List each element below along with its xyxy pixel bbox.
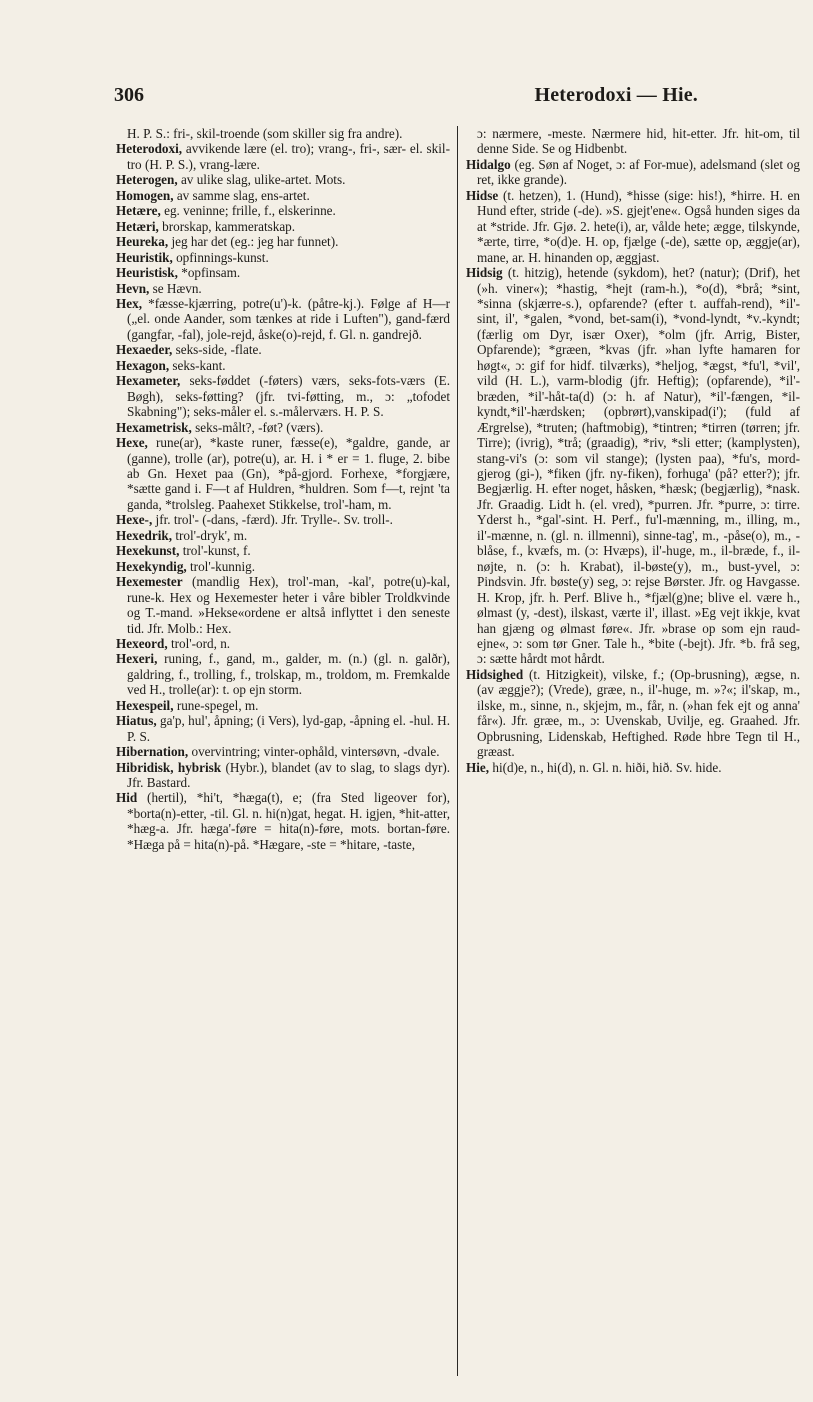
entry-definition: trol'-kunst, f. — [182, 543, 251, 559]
entry-definition: *fæsse-kjærring, potre(u')-k. (påtre-kj.). Følge af H—r („el. onde Aander, som tænkes at ride i Luften"), gand-færd (gangfar, -fal), jole-rejd, åske(o)-rejd, f. Gl. n. gandrejð. — [127, 295, 450, 342]
dictionary-entry — [116, 250, 450, 265]
dictionary-entry — [116, 126, 450, 141]
entry-headword: Heuristik, — [116, 249, 173, 265]
entry-definition: brorskap, kammeratskap. — [162, 218, 296, 234]
entry-definition: trol'-kunnig. — [190, 558, 256, 574]
dictionary-entry — [116, 420, 450, 435]
entry-headword: Hexedrik, — [116, 527, 173, 543]
entry-headword: Hiatus, — [116, 713, 157, 729]
dictionary-entry — [116, 141, 450, 172]
right-column — [466, 126, 800, 775]
entry-definition: trol'-ord, n. — [170, 635, 231, 651]
dictionary-entry — [116, 172, 450, 187]
entry-headword: Hidsighed — [466, 666, 524, 682]
entry-headword: Hexaeder, — [116, 342, 173, 358]
entry-definition: (t. Hitzigkeit), vilske, f.; (Op-brusning), ægse, n. (av æggje?); (Vrede), græe, n., il'-huge, m. »?«; il'skap, m., ilske, m., sinne, n., skjejm, m., får, n. (»han fek ejt og anna' får«). Jfr. græe, m., ɔ: Uvenskab, Uvilje, eg. Graahed. Jfr. Opbrusning, Lidenskab, Heftighed. Røde hbre Tegn til H., græast. — [477, 666, 800, 760]
entry-headword: Hidse — [466, 187, 499, 203]
entry-definition: overvintring; vinter-ophåld, vintersøvn, -dvale. — [191, 744, 440, 760]
dictionary-entry — [116, 219, 450, 234]
entry-headword: Hexe-, — [116, 512, 153, 528]
dictionary-entry — [466, 188, 800, 265]
dictionary-entry — [116, 713, 450, 744]
entry-definition: (Hybr.), blandet (av to slag, to slags dyr). Jfr. Bastard. — [127, 759, 451, 791]
dictionary-entry — [116, 698, 450, 713]
entry-headword: Hetæri, — [116, 218, 159, 234]
entry-definition: seks-føddet (-føters) værs, seks-fots-værs (E. Bøgh), seks-føtting? (jfr. tvi-føtting, m., ɔ: „tofodet Skabning"); seks-måler el. s.-målerværs. H. P. S. — [127, 373, 450, 420]
dictionary-entry — [116, 512, 450, 527]
entry-definition: (mandlig Hex), trol'-man, -kal', potre(u)-kal, rune-k. Hex og Hexemester heter i våre bibler Troldkvinde og T.-mand. »Hekse«ordene er altså inflyttet i den seneste tid. Jfr. Molb.: Hex. — [127, 574, 450, 636]
running-head: Heterodoxi — Hie. — [534, 84, 698, 106]
entry-headword: Hibridisk, hybrisk — [116, 759, 222, 775]
dictionary-entry — [466, 157, 800, 188]
entry-definition: hi(d)e, n., hi(d), n. Gl. n. hiði, hið. Sv. hide. — [492, 759, 722, 775]
dictionary-entry — [466, 126, 800, 157]
dictionary-entry — [116, 265, 450, 280]
entry-definition: eg. veninne; frille, f., elskerinne. — [164, 203, 336, 219]
dictionary-entry — [466, 667, 800, 760]
entry-headword: Hexe, — [116, 435, 148, 451]
entry-headword: Hexagon, — [116, 357, 170, 373]
entry-headword: Heuristisk, — [116, 265, 178, 281]
dictionary-entry — [116, 651, 450, 697]
dictionary-entry — [116, 790, 450, 852]
entry-definition: av samme slag, ens-artet. — [176, 187, 310, 203]
entry-definition: ga'p, hul', åpning; (i Vers), lyd-gap, -åpning el. -hul. H. P. S. — [127, 713, 450, 744]
entry-definition: *opfinsam. — [181, 265, 241, 281]
entry-headword: Hevn, — [116, 280, 150, 296]
entry-definition: rune-spegel, m. — [176, 697, 259, 713]
entry-headword: Hibernation, — [116, 744, 189, 760]
entry-definition: rune(ar), *kaste runer, fæsse(e), *galdre, gande, ar (ganne), trolle (ar), potre(u), ar. H. i * er = 1. fluge, 2. bibe ab Gn. Hexet paa (Gn), *på-gjord. Forhexe, *forgjære, *sætte gand i. F—t af Huldren, *huldren. Som f—t, rejnt 'ta ganda, *trolsleg. Paahexet Stikkelse, trol'-ham, m. — [127, 435, 450, 512]
dictionary-entry — [116, 636, 450, 651]
entry-headword: Hexemester — [116, 574, 183, 590]
entry-headword: Hexameter, — [116, 373, 181, 389]
entry-headword: Hetære, — [116, 203, 161, 219]
dictionary-entry — [116, 188, 450, 203]
dictionary-entry — [116, 281, 450, 296]
dictionary-entry — [466, 265, 800, 667]
entry-headword: Hexespeil, — [116, 697, 174, 713]
dictionary-entry — [116, 543, 450, 558]
dictionary-entry — [466, 760, 800, 775]
entry-definition: runing, f., gand, m., galder, m. (n.) (gl. n. galðr), galdring, f., trolling, f., trolskap, m., troldom, m. Fremkalde ved H., trolle(ar): t. op ejn storm. — [127, 651, 450, 698]
entry-definition: (t. hitzig), hetende (sykdom), het? (natur); (Drif), het (»h. viner«); *hastig, *hejt (ram-h.), *o(d), *brå; *sint, *sinna (skjærre-s.), opfarende? (efter t. auffah-rend), *il'-sint, il', *galen, *vond, bet-sam(i), *vond-lyndt, *v.-kyndt; (færlig om Dyr, især Oxer), *olm (jfr. Arrig, Bister, Opfarende); *græen, *kvas (jfr. »han lyfte hamaren for høgt«, ɔ: gif for hidf. tilværks), *heljog, *ægst, *fu'l, *vil', vild (H. L.), varm-blodig (jfr. Heftig); (opfarende), *il'-bræden, *il'-håt-ta(d) (ɔ: h. af Natur), *il'-fængen, *il-kyndt,*il'-hærdsken; (opbrørt),vanskipad(i'); (fuld af Ærgrelse), *truten; (haftmobig), *tintren; *tirren (tørren; jfr. Tirre); (ivrig), *trå; (graadig), *riv, *sli etter; (kamplysten), stang-vi's (ɔ: som vil stange); (lysten paa), *fu's, mord-gjerog (gi-), *fiken (jfr. ny-fiken), forhuga' (på? etter?); jfr. Begjærlig. H. efter noget, håsken, *hæsk; (begjærlig), *nask. Jfr. Graadig. Lidt h. (el. vred), *purren. Jfr. *purre, ɔ: tirre. Yderst h., *gal'-sint. H. Perf., fu'l-mænning, m., illing, m., il'-mænne, n. (gl. n. illmenni), sinne-tag', m., -påse(o), m., -blåse, f., kvæfs, m. (ɔ: Hvæps), il'-huge, m., il-bræde, f., il-nøjte, n. (ɔ: h. Krabat), il-bøste(y), m., bust-yvel, ɔ: Pindsvin. Jfr. bøste(y) seg, ɔ: rejse Børster. Jfr. og Havgasse. H. Krop, jfr. h. Perf. Blive h., *fjæl(g)ne; blive el. være h., ølmast (y, -dest), ilskast, værte il', illast. »Eg vejt ikkje, kvat han gjæng og ølmast føre«. Jfr. »brase op som ejn raud-ejne«, ɔ: som tør Gner. Tale h., *bite (-bejt). Jfr. *b. frå seg, ɔ: sætte hårdt mot hårdt. — [477, 265, 800, 667]
page-number: 306 — [114, 84, 144, 106]
entry-definition: ɔ: nærmere, -meste. Nærmere hid, hit-etter. Jfr. hit-om, til denne Side. Se og Hidbenbt. — [477, 126, 800, 157]
entry-definition: (t. hetzen), 1. (Hund), *hisse (sige: his!), *hirre. H. en Hund efter, stride (-de). »S. gjejt'ene«. Også hunden siges da at *stride. Jfr. Gjø. 2. hete(i), ar, vålde hete; ægge, tilskynde, *ærte, tirre, *o(d)e. H. op, fjælge (-de), sætte op, æggje(ar), mane, ar. H. hinanden op, æggjast. — [477, 187, 800, 265]
entry-headword: Hie, — [466, 759, 490, 775]
entry-headword: Hidalgo — [466, 156, 511, 172]
entry-headword: Hex, — [116, 295, 143, 311]
entry-headword: Heureka, — [116, 234, 169, 250]
column-divider — [457, 126, 458, 1376]
left-column — [116, 126, 450, 852]
entry-definition: seks-målt?, -føt? (værs). — [195, 419, 324, 435]
entry-headword: Hexametrisk, — [116, 419, 192, 435]
dictionary-entry — [116, 435, 450, 512]
dictionary-entry — [116, 373, 450, 419]
entry-headword: Hidsig — [466, 265, 503, 281]
dictionary-entry — [116, 744, 450, 759]
entry-definition: (eg. Søn af Noget, ɔ: af For-mue), adelsmand (slet og ret, ikke grande). — [477, 156, 800, 188]
entry-definition: jfr. trol'- (-dans, -færd). Jfr. Trylle-. Sv. troll-. — [155, 512, 393, 528]
dictionary-entry — [116, 760, 450, 791]
entry-headword: Heterodoxi, — [116, 141, 183, 157]
entry-definition: (hertil), *hi't, *hæga(t), e; (fra Sted ligeover for), *borta(n)-etter, -til. Gl. n. hi(n)gat, hegat. H. igjen, *hit-atter, *hæg-a. Jfr. hæga'-føre = hita(n)-føre, mots. bortan-føre. *Hæga på = hita(n)-på. *Hægare, -ste = *hitare, -taste, — [127, 790, 450, 852]
entry-definition: seks-side, -flate. — [175, 342, 262, 358]
dictionary-entry — [116, 528, 450, 543]
entry-definition: avvikende lære (el. tro); vrang-, fri-, sær- el. skil-tro (H. P. S.), vrang-lære. — [127, 141, 450, 172]
entry-headword: Hexekunst, — [116, 543, 180, 559]
entry-headword: Hid — [116, 790, 138, 806]
entry-definition: jeg har det (eg.: jeg har funnet). — [171, 234, 339, 250]
entry-headword: Hexeord, — [116, 635, 168, 651]
entry-definition: opfinnings-kunst. — [176, 249, 269, 265]
dictionary-entry — [116, 574, 450, 636]
entry-definition: av ulike slag, ulike-artet. Mots. — [180, 172, 346, 188]
dictionary-entry — [116, 358, 450, 373]
entry-headword: Homogen, — [116, 187, 174, 203]
dictionary-entry — [116, 203, 450, 218]
entry-definition: se Hævn. — [152, 280, 202, 296]
dictionary-entry — [116, 559, 450, 574]
entry-headword: Hexeri, — [116, 651, 158, 667]
entry-headword: Hexekyndig, — [116, 558, 187, 574]
dictionary-entry — [116, 296, 450, 342]
dictionary-entry — [116, 234, 450, 249]
entry-definition: seks-kant. — [172, 357, 226, 373]
dictionary-entry — [116, 342, 450, 357]
entry-headword: Heterogen, — [116, 172, 178, 188]
page-header — [114, 84, 714, 110]
entry-definition: trol'-dryk', m. — [175, 527, 248, 543]
entry-definition: H. P. S.: fri-, skil-troende (som skiller sig fra andre). — [127, 126, 403, 141]
